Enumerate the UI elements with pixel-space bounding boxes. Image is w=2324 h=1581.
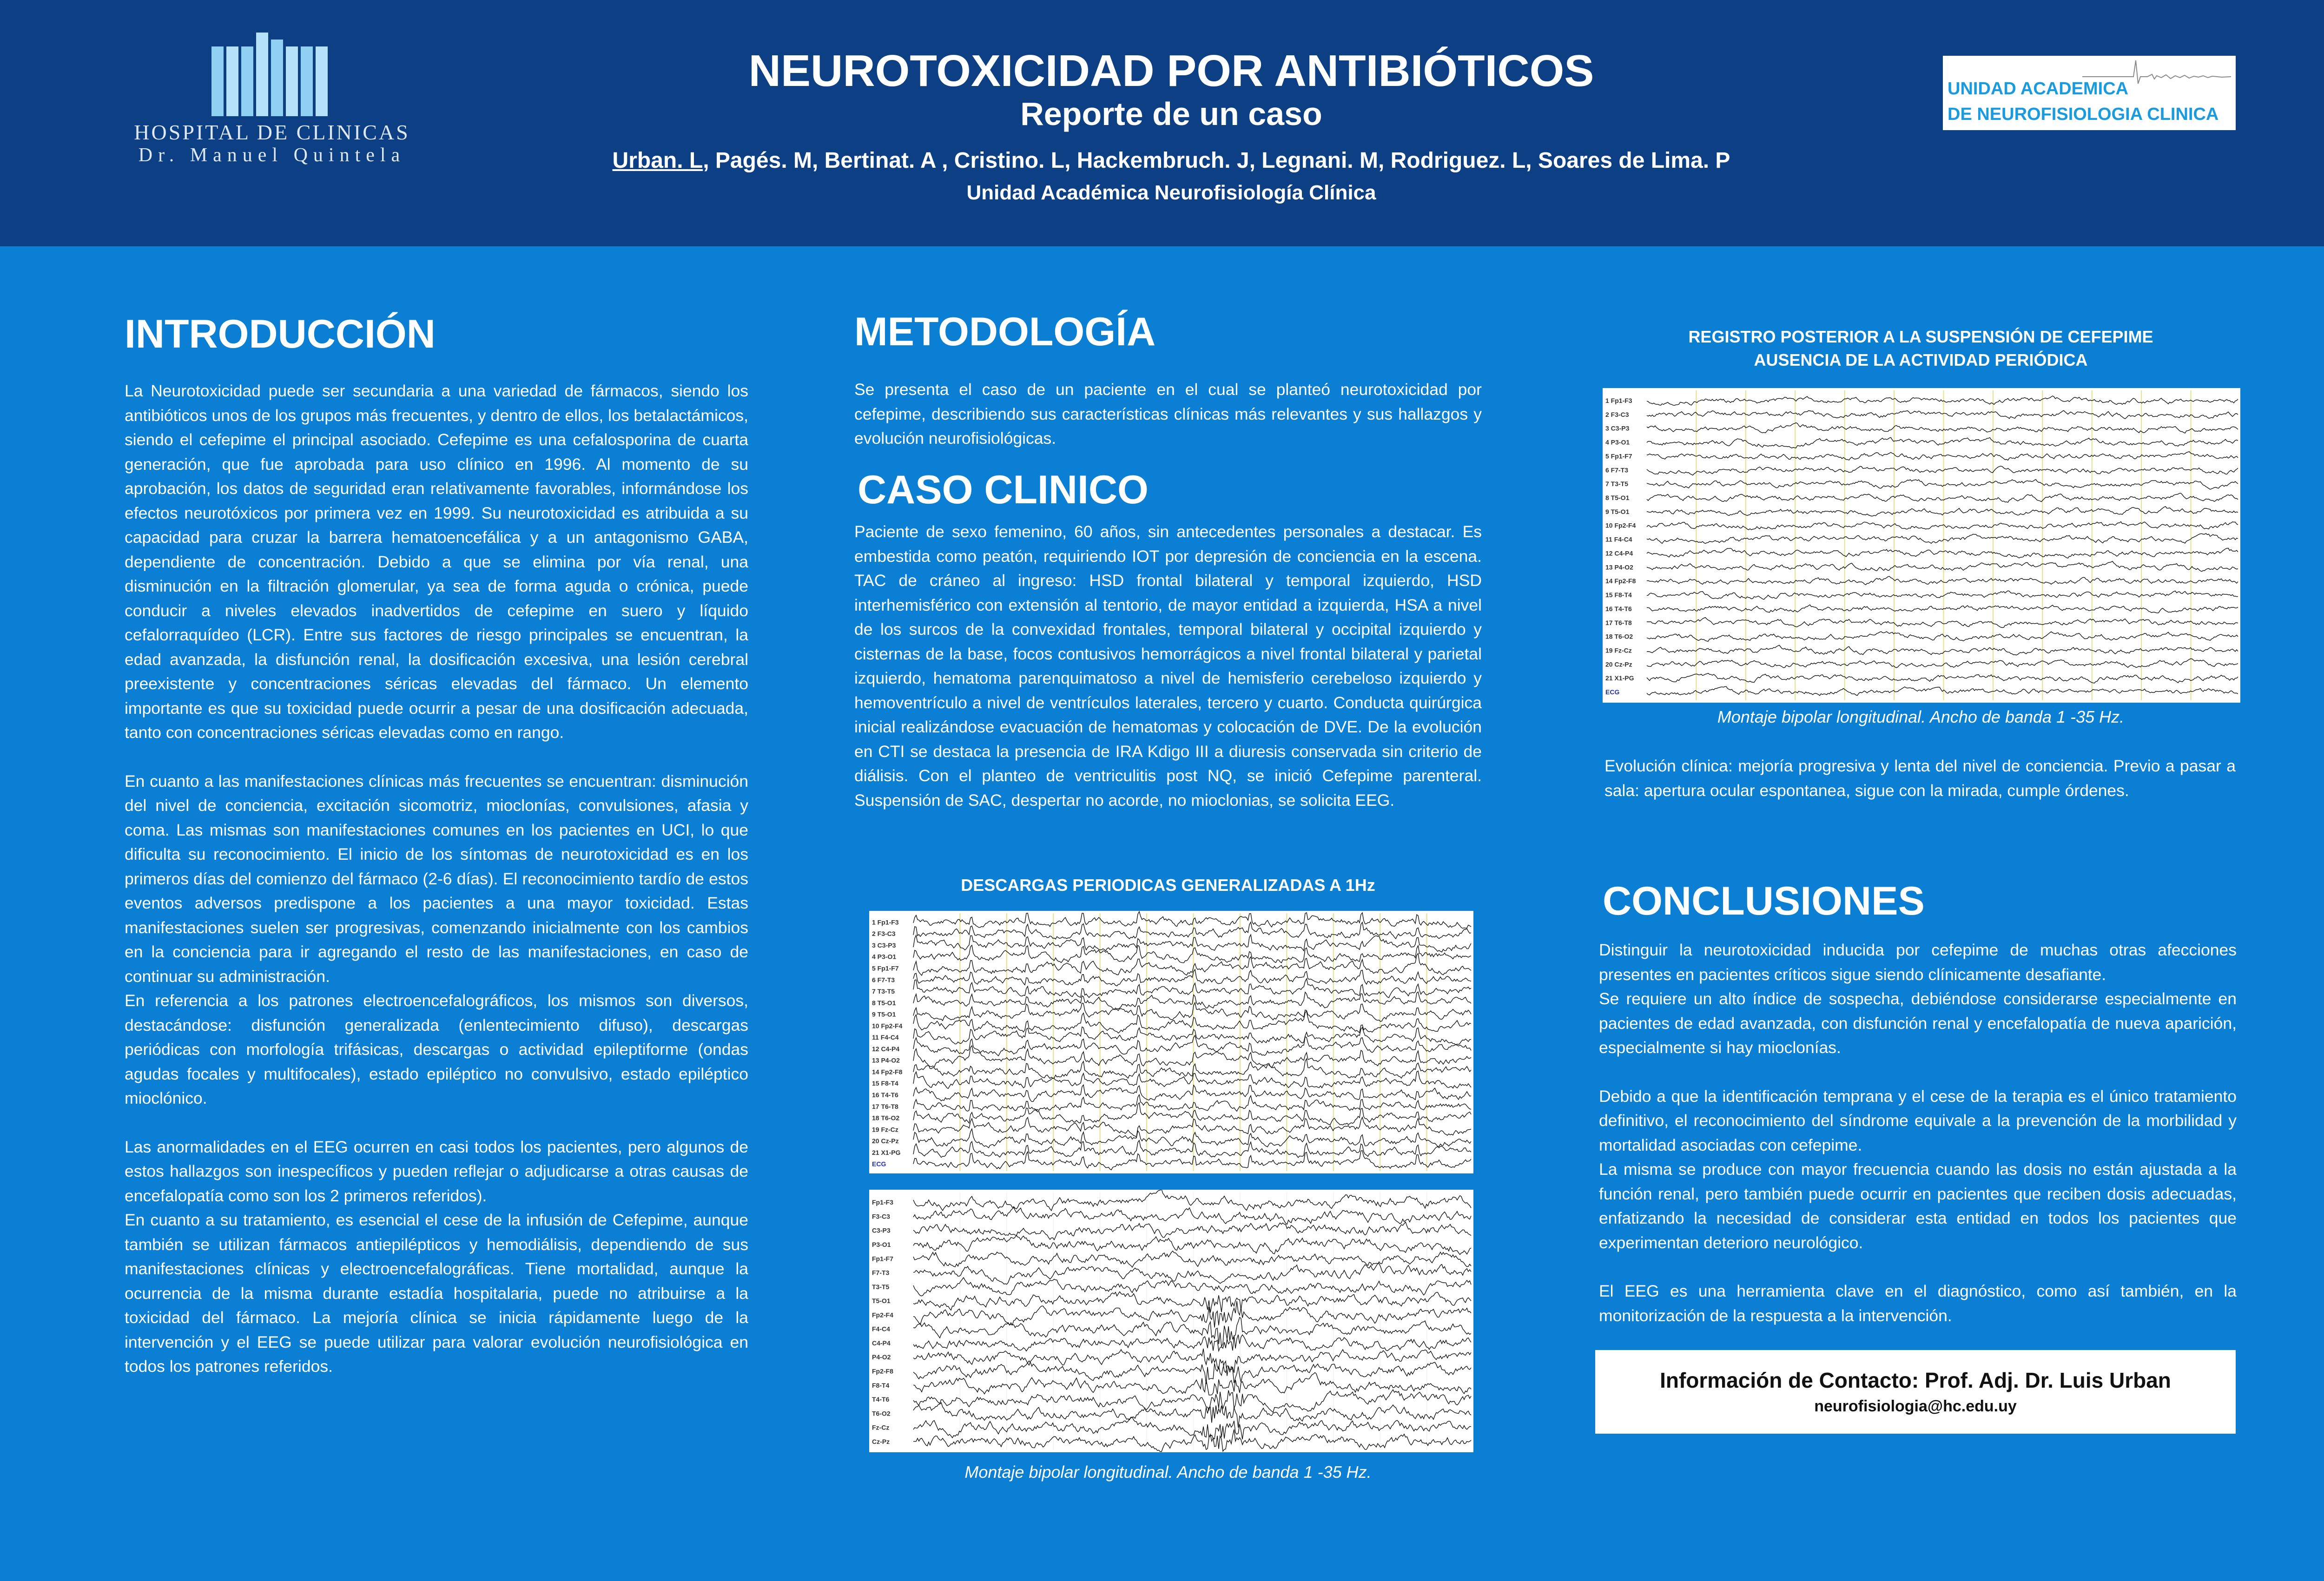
eeg-channel-trace	[913, 1095, 1471, 1112]
eeg-channel-trace	[1647, 618, 2238, 628]
eeg-channel-trace	[913, 1117, 1471, 1137]
eeg-channel-label: T6-O2	[872, 1410, 891, 1417]
eeg-channel-trace	[913, 912, 1471, 929]
eeg-channel-trace	[913, 1429, 1471, 1452]
eeg-channel-label: Fp1-F7	[872, 1255, 893, 1263]
eeg-channel-label: 3 C3-P3	[1605, 424, 1630, 432]
header-banner	[0, 0, 2324, 246]
hospital-logo-icon	[211, 33, 332, 116]
intro-paragraph: En cuanto a las manifestaciones clínicas más frecuentes se encuentran: disminución del nivel de conciencia, excitación sicomotriz, mioclonías, convulsiones, afasia y coma. Las mismas son manifestaciones comunes en los pacientes en UCI, lo que dificulta su reconocimiento. El inicio de los síntomas de neurotoxicidad es en los primeros días del comienzo del fármaco (2-6 días). El reconocimiento tardío de estos eventos adversos predispone a los pacientes a una mayor toxicidad. Estas manifestaciones suelen ser progresivas, comenzando inicialmente con los cambios en la conciencia para ir agregando el resto de las manifestaciones, en caso de continuar su administración.	[125, 771, 748, 986]
eeg-channel-trace	[913, 1417, 1471, 1439]
eeg-channel-trace	[1647, 480, 2238, 489]
metodologia-body: Se presenta el caso de un paciente en el cual se planteó neurotoxicidad por cefepime, describiendo sus características clínicas más relevantes y sus hallazgos y evolución neurofisiológicas.	[854, 380, 1482, 448]
eeg-channel-trace	[1647, 548, 2238, 559]
contact-email[interactable]: neurofisiologia@hc.edu.uy	[1814, 1397, 2017, 1415]
eeg-channel-label: 20 Cz-Pz	[872, 1137, 899, 1145]
eeg-channel-trace	[913, 1361, 1471, 1384]
eeg-channel-label: 7 T3-T5	[1605, 480, 1629, 488]
eeg-channel-trace	[913, 1349, 1471, 1373]
conclusion-paragraph: Distinguir la neurotoxicidad inducida por cefepime de muchas otras afecciones presentes en pacientes críticos sigue siendo clínicamente desafiante.	[1599, 941, 2237, 984]
eeg-channel-trace	[913, 979, 1471, 998]
eeg-channel-trace	[913, 1264, 1471, 1285]
eeg-channel-label: 15 F8-T4	[872, 1080, 898, 1087]
eeg-channel-label: 16 T4-T6	[1605, 605, 1632, 613]
metodologia-title: METODOLOGÍA	[854, 310, 1156, 354]
eeg-channel-label: Cz-Pz	[872, 1437, 890, 1445]
eeg-channel-trace	[913, 1372, 1471, 1395]
eeg-channel-trace	[1647, 423, 2238, 433]
other-authors: , Pagés. M, Bertinat. A , Cristino. L, Hackembruch. J, Legnani. M, Rodriguez. L, Soares de Lima. P	[703, 148, 1730, 173]
eeg-channel-label: F4-C4	[872, 1325, 890, 1333]
eeg-channel-label: 8 T5-O1	[872, 999, 896, 1007]
eeg-channel-label: T4-T6	[872, 1396, 890, 1403]
eeg-channel-trace	[1647, 522, 2238, 530]
intro-title: INTRODUCCIÓN	[125, 312, 436, 356]
caso-body: Paciente de sexo femenino, 60 años, sin antecedentes personales a destacar. Es embestida como peatón, requiriendo IOT por depresión de conciencia en la escena. TAC de cráneo al ingreso: HSD frontal bilateral y temporal izquierdo, HSD interhemisférico con extensión al tentorio, de mayor entidad a izquierda, HSA a nivel de los surcos de la convexidad frontales, temporal bilateral y occipital izquierdo y cisternas de la base, focos contusivos hemorrágicos a nivel frontal bilateral y parietal izquierdo, hematoma parenquimatoso a nivel de hemisferio cerebeloso izquierdo y hemoventrículo a nivel de ventrículos laterales, tercero y cuarto. Conducta quirúrgica inicial realizándose evacuación de hematomas y colocación de DVE. De la evolución en CTI se destaca la presencia de IRA Kdigo III a diuresis conservada sin criterio de diálisis. Con el planteo de ventriculitis post NQ, se inició Cefepime parenteral. Suspensión de SAC, despertar no acorde, no mioclonias, se solicita EEG.	[854, 522, 1482, 810]
eeg-channel-label: Fp2-F4	[872, 1311, 893, 1319]
eeg-channel-label: 21 X1-PG	[1605, 674, 1634, 682]
intro-body	[125, 379, 748, 1379]
intro-paragraph: Las anormalidades en el EEG ocurren en casi todos los pacientes, pero algunos de estos hallazgos son inespecíficos y pueden reflejar o adjudicarse a otras causas de encefalopatía como son los 2 primeros referidos).	[125, 1137, 748, 1205]
eeg-channel-label: Fp2-F8	[872, 1367, 893, 1375]
eeg-channel-label: 9 T5-O1	[872, 1010, 896, 1018]
eeg-channel-label: 10 Fp2-F4	[872, 1022, 903, 1030]
eeg-channel-trace	[1647, 452, 2238, 461]
eeg-channel-label: F8-T4	[872, 1381, 890, 1389]
caso-figure-title: DESCARGAS PERIODICAS GENERALIZADAS A 1Hz	[961, 876, 1375, 895]
eeg-channel-label: F7-T3	[872, 1269, 890, 1277]
eeg-channel-trace	[1647, 493, 2238, 502]
eeg-channel-label: 1 Fp1-F3	[1605, 396, 1632, 404]
eeg-channel-label: 6 F7-T3	[1605, 466, 1629, 474]
intro-paragraph: En cuanto a su tratamiento, es esencial el cese de la infusión de Cefepime, aunque también se utilizan fármacos antiepilépticos y hemodiálisis, dependiendo de sus manifestaciones clínicas y electroencefalográficas. Tiene mortalidad, aunque la ocurrencia de la misma durante estadía hospitalaria, puede no atribuirse a la toxicidad del fármaco. La mejoría clínica se inicia rápidamente luego de la intervención y el EEG se puede utilizar para valorar evolución neurofisiológica en todos los patrones referidos.	[125, 1211, 748, 1376]
eeg-channel-trace	[913, 1318, 1471, 1347]
contact-name: Información de Contacto: Prof. Adj. Dr. Luis Urban	[1660, 1368, 2171, 1392]
registro-title-line2: AUSENCIA DE LA ACTIVIDAD PERIÓDICA	[1754, 350, 2088, 369]
eeg-channel-trace	[1647, 410, 2238, 419]
eeg-channel-label: Fp1-F3	[872, 1199, 893, 1206]
eeg-channel-label: 6 F7-T3	[872, 976, 895, 984]
eeg-channel-label: 11 F4-C4	[872, 1034, 899, 1041]
eeg-channel-label: C4-P4	[872, 1339, 891, 1347]
eeg-channel-label: Fz-Cz	[872, 1423, 890, 1431]
eeg-recording-post	[1603, 388, 2240, 703]
authors	[558, 148, 1785, 173]
conclusion-paragraph: La misma se produce con mayor frecuencia cuando las dosis no están ajustada a la función renal, pero también puede ocurrir en pacientes que reciben dosis adecuadas, enfatizando la necesidad de considerar esta entidad en todos los pacientes que experimentan deterioro neurológico.	[1599, 1160, 2237, 1252]
caso-figure-caption: Montaje bipolar longitudinal. Ancho de banda 1 -35 Hz.	[964, 1462, 1372, 1482]
eeg-channel-label: F3-C3	[872, 1212, 890, 1220]
eeg-channel-trace	[1647, 576, 2238, 585]
eeg-traces-periodic	[869, 911, 1473, 1173]
eeg-channel-trace	[913, 1046, 1471, 1068]
poster-subtitle: Reporte de un caso	[1020, 96, 1322, 132]
eeg-channel-trace	[913, 1251, 1471, 1267]
conclusion-paragraph: Debido a que la identificación temprana y el cese de la terapia es el único tratamiento definitivo, el reconocimiento del síndrome equivale a la prevención de la morbilidad y mortalidad asociadas con cefepime.	[1599, 1087, 2237, 1154]
eeg-channel-trace	[1647, 437, 2238, 448]
eeg-channel-trace	[913, 992, 1471, 1010]
eeg-channel-trace	[913, 1403, 1471, 1428]
registro-title-line1: REGISTRO POSTERIOR A LA SUSPENSIÓN DE CEFEPIME	[1688, 327, 2153, 346]
affiliation: Unidad Académica Neurofisiología Clínica	[966, 181, 1376, 204]
eeg-channel-label: 13 P4-O2	[872, 1056, 900, 1064]
eeg-channel-label: 18 T6-O2	[872, 1114, 900, 1122]
eeg-channel-label: 9 T5-O1	[1605, 507, 1630, 515]
eeg-channel-label: T3-T5	[872, 1283, 890, 1291]
eeg-channel-label: C3-P3	[872, 1226, 891, 1234]
eeg-channel-trace	[1647, 632, 2238, 641]
eeg-channel-trace	[913, 1071, 1471, 1089]
eeg-channel-label: 5 Fp1-F7	[872, 964, 899, 972]
eeg-channel-trace	[1647, 396, 2238, 405]
eeg-channel-label: 21 X1-PG	[872, 1148, 901, 1156]
eeg-channel-label: T5-O1	[872, 1297, 891, 1305]
eeg-channel-trace	[913, 935, 1471, 952]
eeg-channel-trace	[913, 1103, 1471, 1125]
eeg-channel-trace	[913, 1129, 1471, 1148]
eeg-channel-label: 8 T5-O1	[1605, 494, 1630, 501]
eeg-traces-post	[1603, 388, 2240, 703]
eeg-channel-label: 3 C3-P3	[872, 941, 896, 949]
eeg-channel-label: 17 T6-T8	[872, 1102, 898, 1110]
eeg-channel-label: 14 Fp2-F8	[872, 1068, 903, 1076]
eeg-channel-trace	[913, 1151, 1471, 1170]
intro-paragraph: En referencia a los patrones electroencefalográficos, los mismos son diversos, destacándose: disfunción generalizada (enlentecimiento difuso), descargas periódicas con morfología trifásicas, descargas o actividad epileptiforme (ondas agudas focales y multifocales), estado epiléptico no convulsivo, estado epiléptico mioclónico.	[125, 991, 748, 1107]
poster-title: NEUROTOXICIDAD POR ANTIBIÓTICOS	[748, 46, 1594, 96]
eeg-channel-trace	[913, 1002, 1471, 1021]
eeg-channel-label: 16 T4-T6	[872, 1091, 898, 1099]
eeg-channel-label: 14 Fp2-F8	[1605, 577, 1636, 585]
eeg-channel-label: 19 Fz-Cz	[872, 1126, 898, 1133]
eeg-channel-label: 13 P4-O2	[1605, 563, 1633, 571]
eeg-channel-trace	[1647, 645, 2238, 655]
eeg-channel-trace	[913, 1222, 1471, 1240]
eeg-channel-label: 15 F8-T4	[1605, 591, 1632, 599]
eeg-channel-trace	[913, 1292, 1471, 1313]
eeg-channel-label: 10 Fp2-F4	[1605, 521, 1636, 529]
eeg-channel-label: 2 F3-C3	[1605, 410, 1629, 418]
unit-logo-line2: DE NEUROFISIOLOGIA CLINICA	[1948, 105, 2219, 124]
eeg-channel-trace	[1647, 686, 2238, 695]
intro-paragraph: La Neurotoxicidad puede ser secundaria a una variedad de fármacos, siendo los antibióticos unos de los grupos más frecuentes, y dentro de ellos, los betalactámicos, siendo el cefepime el principal asociado. Cefepime es una cefalosporina de cuarta generación, que fue aprobada para uso clínico en 1996. Al momento de su aprobación, los datos de seguridad eran relativamente favorables, informándose los efectos neurotóxicos por primera vez en 1999. Su neurotoxicidad es atribuida a su capacidad para cruzar la barrera hematoencefálica y a un antagonismo GABA, dependiente de concentración. Debido a que se elimina por vía renal, una disminución en la filtración glomerular, ya sea de forma aguda o crónica, puede conducir a niveles elevados inadvertidos de cefepime en suero y líquido cefalorraquídeo (LCR). Entre sus factores de riesgo principales se encuentran, la edad avanzada, la disfunción renal, la dosificación excesiva, una lesión cerebral preexistente y concentraciones séricas elevadas del fármaco. Un elemento importante es que su toxicidad puede ocurrir a pesar de una dosificación adecuada, tanto con concentraciones séricas elevadas como en rango.	[125, 382, 748, 742]
eeg-channel-label: 5 Fp1-F7	[1605, 452, 1632, 460]
eeg-channel-label: 17 T6-T8	[1605, 619, 1632, 626]
eeg-channel-label: 11 F4-C4	[1605, 535, 1632, 543]
eeg-channel-label: 1 Fp1-F3	[872, 918, 899, 926]
eeg-channel-trace	[913, 1035, 1471, 1056]
eeg-channel-label: 4 P3-O1	[872, 953, 897, 961]
first-author: Urban. L	[612, 148, 703, 173]
eeg-channel-trace	[913, 1335, 1471, 1351]
hospital-logo	[119, 33, 425, 172]
unit-logo-line1: UNIDAD ACADEMICA	[1948, 79, 2129, 99]
eeg-channel-trace	[913, 1190, 1471, 1211]
eeg-channel-trace	[1647, 605, 2238, 613]
unit-logo	[1943, 56, 2236, 130]
eeg-channel-trace	[1647, 507, 2238, 516]
eeg-traces-detail	[869, 1190, 1473, 1452]
conclusiones-title: CONCLUSIONES	[1603, 879, 1925, 923]
eeg-channel-trace	[913, 1301, 1471, 1328]
eeg-channel-label: 2 F3-C3	[872, 930, 896, 938]
contact-box	[1595, 1350, 2236, 1434]
eeg-channel-trace	[1647, 591, 2238, 599]
registro-caption: Montaje bipolar longitudinal. Ancho de banda 1 -35 Hz.	[1717, 707, 2125, 726]
hospital-subname: Dr. Manuel Quintela	[138, 145, 406, 166]
evolucion-text: Evolución clínica: mejoría progresiva y lenta del nivel de conciencia. Previo a pasar a sala: apertura ocular espontanea, sigue con la mirada, cumple órdenes.	[1604, 757, 2236, 800]
registro-title	[1599, 325, 2243, 372]
caso-title: CASO CLINICO	[858, 468, 1149, 512]
eeg-channel-trace	[1647, 673, 2238, 683]
eeg-recording-periodic	[869, 911, 1473, 1173]
conclusion-paragraph: El EEG es una herramienta clave en el diagnóstico, como así también, en la monitorización de la respuesta a la intervención.	[1599, 1282, 2237, 1325]
eeg-channel-label: 12 C4-P4	[1605, 549, 1633, 557]
eeg-channel-label: P4-O2	[872, 1353, 891, 1361]
eeg-channel-label: P3-O1	[872, 1240, 891, 1248]
conclusion-paragraph: Se requiere un alto índice de sospecha, debiéndose considerarse especialmente en pacientes de edad avanzada, con disfunción renal y encefalopatía de nueva aparición, especialmente si hay mioclonías.	[1599, 989, 2237, 1057]
eeg-channel-label: 7 T3-T5	[872, 988, 895, 995]
eeg-channel-trace	[1647, 534, 2238, 544]
eeg-channel-label: 4 P3-O1	[1605, 438, 1630, 446]
eeg-channel-trace	[913, 1207, 1471, 1224]
eeg-channel-label: 20 Cz-Pz	[1605, 660, 1632, 668]
eeg-channel-label: ECG	[872, 1160, 886, 1168]
hospital-name: HOSPITAL DE CLINICAS	[134, 120, 410, 144]
eeg-channel-label: 18 T6-O2	[1605, 632, 1633, 640]
eeg-channel-label: 19 Fz-Cz	[1605, 646, 1632, 654]
eeg-channel-trace	[1647, 466, 2238, 475]
eeg-channel-trace	[913, 1085, 1471, 1101]
eeg-recording-detail	[869, 1190, 1473, 1452]
eeg-channel-label: ECG	[1605, 688, 1620, 696]
eeg-channel-label: 12 C4-P4	[872, 1045, 900, 1053]
eeg-channel-trace	[1647, 659, 2238, 668]
conclusiones-body	[1599, 938, 2237, 1328]
eeg-channel-trace	[913, 1278, 1471, 1296]
eeg-channel-trace	[1647, 561, 2238, 572]
eeg-channel-trace	[913, 945, 1471, 963]
eeg-channel-trace	[913, 954, 1471, 975]
